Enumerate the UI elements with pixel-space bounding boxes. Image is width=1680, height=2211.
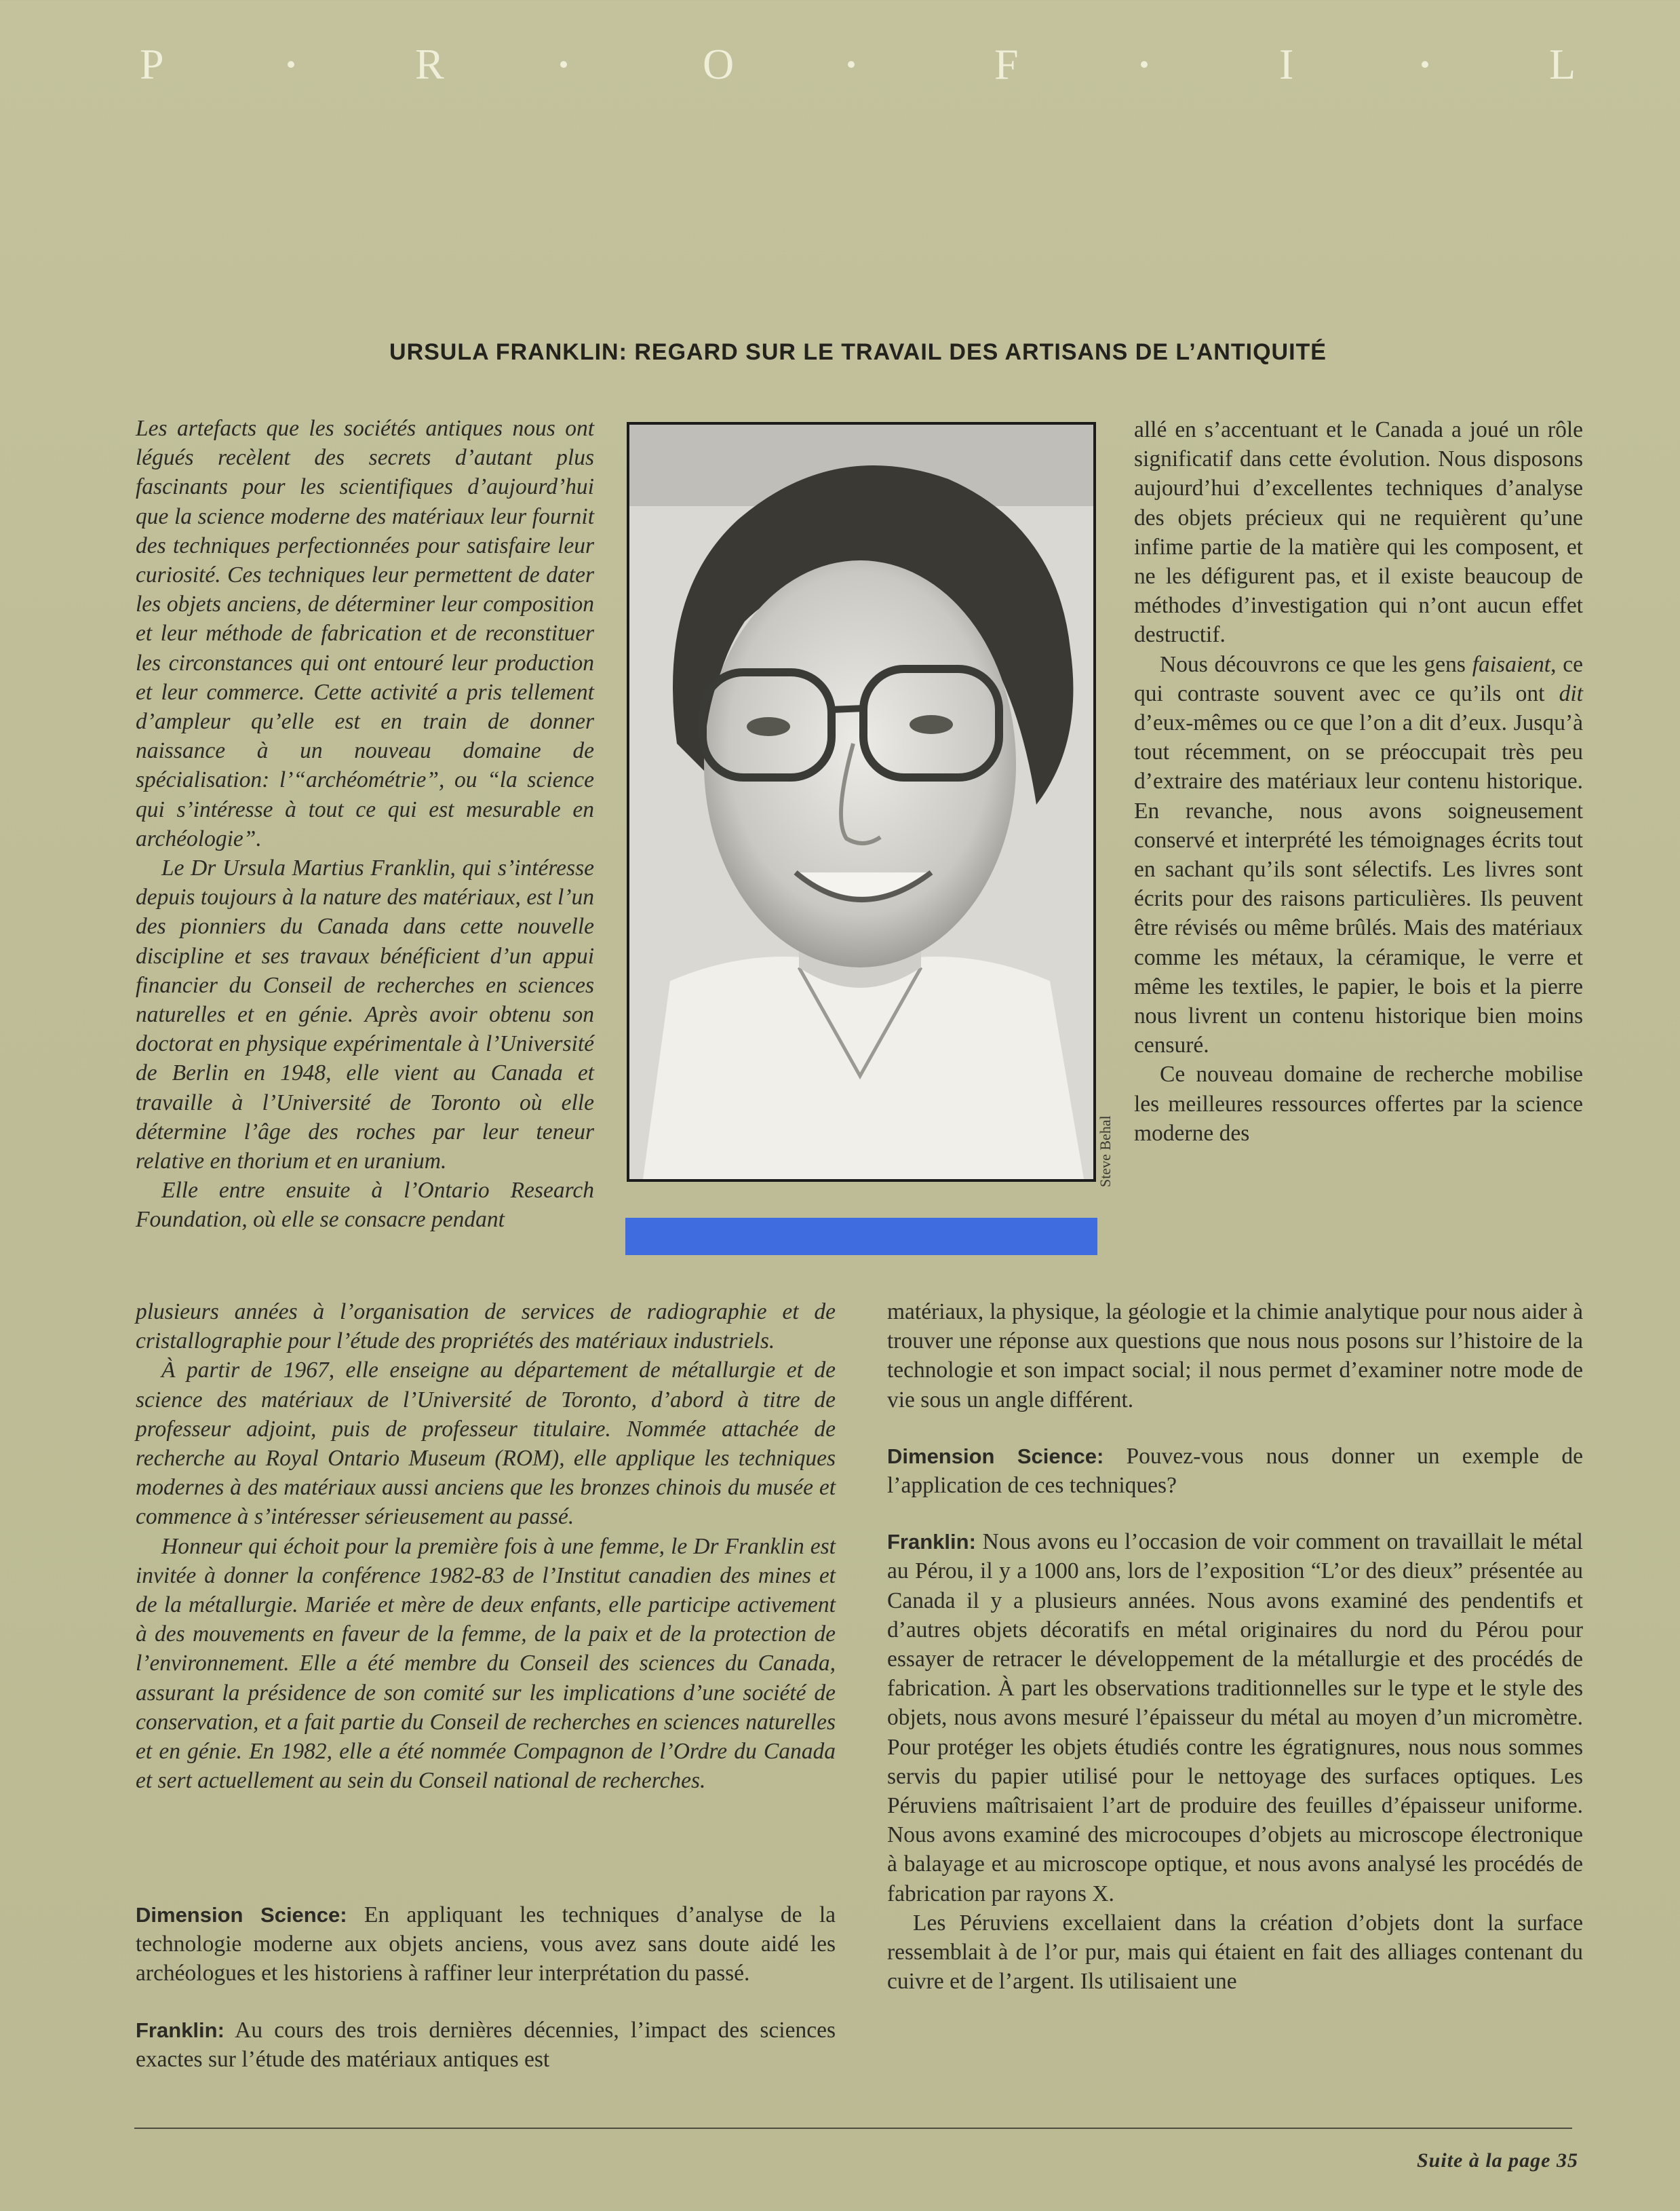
intro-paragraph: Le Dr Ursula Martius Franklin, qui s’intéresse depuis toujours à la nature des matériaux, est l’un des pionniers du Canada dans cette nouvelle discipline et ses travaux bénéficient d’un appui financier du Conseil de recherches en sciences naturelles et en génie. Après avoir obtenu son doctorat en physique expérimentale à l’Université de Berlin en 1948, elle vient au Canada et travaille à l’Université de Toronto où elle détermine l’âge des roches par leur teneur relative en thorium et en uranium. (136, 855, 594, 1174)
emphasis: dit (1559, 680, 1583, 706)
interview-right (887, 1297, 1583, 1996)
answer-paragraph: allé en s’accentuant et le Canada a joué un rôle significatif dans cette évolution. Nous disposons aujourd’hui d’excellentes techniques d’analyse des objets précieux qui ne requièrent qu’une infime partie de la matière qui les composent, et ne les défigurent pas, et il existe beaucoup de méthodes d’investigation qui n’ont aucun effet destructif. (1134, 417, 1583, 648)
continued-on-link[interactable]: Suite à la page 35 (1416, 2149, 1578, 2172)
footer-rule (134, 2128, 1572, 2129)
header-dot (1422, 61, 1428, 68)
question-text: Pouvez-vous nous donner un exemple de l’application de ces techniques? (887, 1443, 1584, 1499)
header-dot (848, 61, 855, 68)
speaker-label: Dimension Science: (887, 1444, 1104, 1468)
intro-paragraph: plusieurs années à l’organisation de services de radiographie et de cristallographie pour l’étude des propriétés des matériaux industriels. (136, 1299, 836, 1354)
portrait-photo (627, 422, 1096, 1182)
header-letter: L (1549, 40, 1578, 88)
answer-paragraph: matériaux, la physique, la géologie et la chimie analytique pour nous aider à trouver une réponse aux questions que nous nous posons sur l’histoire de la technologie et son impact social; il nous permet d’examiner notre mode de vie sous un angle différent. (887, 1299, 1583, 1412)
answer-paragraph: Nous découvrons ce que les gens faisaient, ce qui contraste souvent avec ce qu’ils ont dit d’eux-mêmes ou ce que l’on a dit d’eux. Jusqu’à tout récemment, on se préoccupait très peu d’extraire des matériaux leur contenu historique. En revanche, nous avons soigneusement conservé et interprété les témoignages écrits tout en sachant qu’ils sont sélectifs. Les livres sont écrits pour des raisons particulières. Ils peuvent être révisés ou même brûlés. Mais des matériaux comme les métaux, la céramique, le verre et même les textiles, le papier, le bois et la pierre nous livrent un contenu historique bien moins censuré. (1134, 651, 1583, 1058)
header-letter: I (1279, 40, 1295, 88)
intro-paragraph: Honneur qui échoit pour la première fois à une femme, le Dr Franklin est invitée à donner la conférence 1982-83 de l’Institut canadien des mines et de la métallurgie. Mariée et mère de deux enfants, elle participe activement à des mouvements en faveur de la femme, de la paix et de la protection de l’environnement. Elle a été membre du Conseil des sciences du Canada, assurant la présidence de son comité sur les implications d’une société de conservation, et a fait partie du Conseil de recherches en sciences naturelles et en génie. En 1982, elle a été nommée Compagnon de l’Ordre du Canada et sert actuellement au sein du Conseil national de recherches. (136, 1533, 836, 1794)
intro-column (136, 414, 594, 1235)
header-letter: O (703, 40, 736, 88)
photo-credit: Steve Behal (1097, 1115, 1114, 1187)
portrait-image (629, 425, 1093, 1179)
speaker-label: Franklin: (887, 1530, 976, 1554)
accent-bar (625, 1218, 1097, 1255)
interview-left (136, 1900, 836, 2074)
speaker-label: Franklin: (136, 2018, 224, 2042)
answer-text: Nous avons eu l’occasion de voir comment on travaillait le métal au Pérou, il y a 1000 ans, lors de l’exposition “L’or des dieux” présentée au Canada il y a plusieurs années. Nous avons examiné des pendentifs et d’autres objets décoratifs en métal originaires du nord du Pérou pour essayer de retracer le développement de la métallurgie et des procédés de fabrication. À part les observations traditionnelles sur le type et le style des objets, nous avons mesuré l’épaisseur du métal au moyen d’un micromètre. Pour protéger les objets étudiés contre les égratignures, nous nous sommes servis du papier utilisé pour le nettoyage des surfaces optiques. Les Péruviens maîtrisaient l’art de produire des feuilles d’épaisseur uniforme. Nous avons examiné des microcoupes d’objets au microscope électronique à balayage et au microscope optique, et nous avons analysé les procédés de fabrication par rayons X. (887, 1529, 1583, 1906)
intro-paragraph: Elle entre ensuite à l’Ontario Research Foundation, où elle se consacre pendant (136, 1178, 594, 1233)
question-text: En appliquant les techniques d’analyse de la technologie moderne aux objets anciens, vous avez sans doute aidé les archéologues et les historiens à raffiner leur interprétation du passé. (136, 1902, 836, 1986)
question-paragraph (136, 1900, 836, 1988)
header-dot (288, 61, 294, 68)
header-letter: R (415, 40, 446, 88)
speaker-label: Dimension Science: (136, 1903, 347, 1927)
answer-paragraph: Les Péruviens excellaient dans la création d’objets dont la surface ressemblait à de l’or pur, mais qui étaient en fait des alliages contenant du cuivre et de l’argent. Ils utilisaient une (887, 1910, 1583, 1995)
header-letter: F (994, 40, 1020, 88)
question-paragraph (887, 1442, 1583, 1500)
header-dot (560, 61, 567, 68)
answer-paragraph (887, 1527, 1583, 1908)
interview-right-top (1134, 415, 1583, 1148)
answer-paragraph (136, 2016, 836, 2074)
intro-paragraph: Les artefacts que les sociétés antiques nous ont légués recèlent des secrets d’autant plus fascinants pour les scientifiques d’aujourd’hui que la science moderne des matériaux leur fournit des techniques perfectionnées pour satisfaire leur curiosité. Ces techniques leur permettent de dater les objets anciens, de déterminer leur composition et leur méthode de fabrication et de reconstituer les circonstances qui ont entouré leur production et leur commerce. Cette activité a pris tellement d’ampleur qu’elle est en train de donner naissance à un nouveau domaine de spécialisation: l’“archéométrie”, ou “la science qui s’intéresse à tout ce qui est mesurable en archéologie”. (136, 416, 594, 851)
intro-column-continued (136, 1297, 836, 1795)
intro-paragraph: À partir de 1967, elle enseigne au département de métallurgie et de science des matériaux de l’Université de Toronto, d’abord à titre de professeur adjoint, puis de professeur titulaire. Nommée attachée de recherche au Royal Ontario Museum (ROM), elle applique les techniques modernes à des matériaux aussi anciens que les bronzes chinois du musée et commence à s’intéresser sérieusement au passé. (136, 1358, 836, 1530)
header-dot (1141, 61, 1148, 68)
answer-paragraph: Ce nouveau domaine de recherche mobilise les meilleures ressources offertes par la science moderne des (1134, 1062, 1583, 1146)
emphasis: faisaient (1472, 651, 1551, 677)
answer-text: Au cours des trois dernières décennies, l’impact des sciences exactes sur l’étude des matériaux antiques est (136, 2017, 836, 2072)
article-title: URSULA FRANKLIN: REGARD SUR LE TRAVAIL DES ARTISANS DE L’ANTIQUITÉ (389, 339, 1327, 365)
header-letter: P (140, 40, 165, 88)
